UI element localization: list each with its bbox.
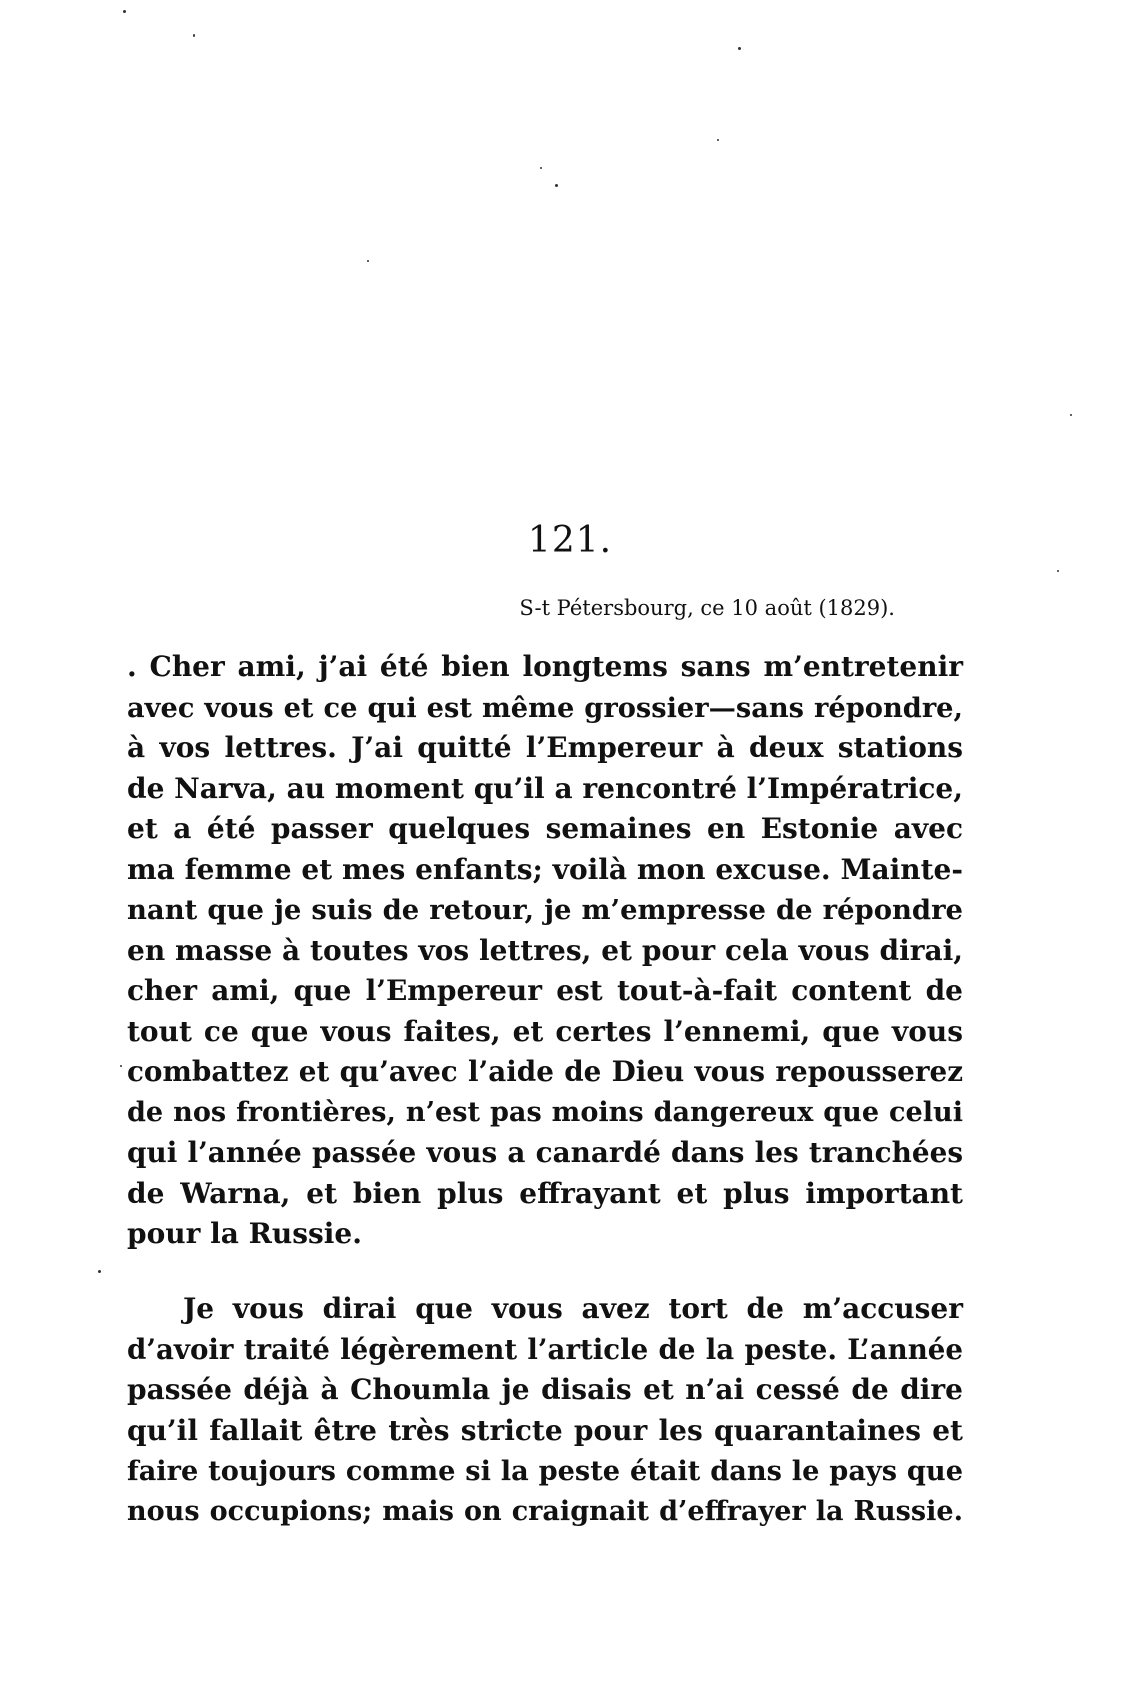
text-line: Je vous dirai que vous avez tort de m’accuser — [183, 1292, 963, 1325]
print-speck — [738, 47, 741, 50]
text-line: avec vous et ce qui est même grossier—sans répondre, — [127, 691, 963, 724]
text-line: à vos lettres. J’ai quitté l’Empereur à deux stations — [127, 731, 963, 764]
paragraph-1 — [127, 647, 963, 1255]
text-line: qui l’année passée vous a canardé dans les tranchées — [127, 1136, 963, 1169]
letter-number: 121. — [527, 520, 613, 561]
text-line: en masse à toutes vos lettres, et pour cela vous dirai, — [127, 933, 963, 967]
text-line: pour la Russie. — [127, 1217, 362, 1250]
text-line: faire toujours comme si la peste était dans le pays que — [127, 1455, 963, 1487]
text-line: et a été passer quelques semaines en Estonie avec — [127, 812, 963, 845]
text-line: de nos frontières, n’est pas moins dangereux que celui — [127, 1096, 963, 1128]
paragraph-2 — [127, 1289, 963, 1532]
text-line: combattez et qu’avec l’aide de Dieu vous repousserez — [127, 1055, 963, 1088]
print-speck — [193, 34, 195, 37]
text-line: nous occupions; mais on craignait d’effrayer la Russie. — [127, 1495, 963, 1527]
text-line: ma femme et mes enfants; voilà mon excuse. Mainte- — [127, 852, 963, 886]
text-line: cher ami, que l’Empereur est tout-à-fait content de — [127, 974, 963, 1007]
text-line: qu’il fallait être très stricte pour les quarantaines et — [127, 1413, 963, 1447]
print-speck — [717, 139, 719, 141]
print-speck — [1057, 570, 1059, 572]
print-speck — [540, 167, 542, 169]
text-line: passée déjà à Choumla je disais et n’ai cessé de dire — [127, 1373, 963, 1406]
text-line: de Warna, et bien plus effrayant et plus important — [127, 1176, 963, 1210]
dateline: S-t Pétersbourg, ce 10 août (1829). — [519, 596, 895, 620]
text-line: tout ce que vous faites, et certes l’ennemi, que vous — [127, 1014, 963, 1048]
text-line: . Cher ami, j’ai été bien longtems sans m’entretenir — [127, 650, 963, 683]
text-line: nant que je suis de retour, je m’empresse de répondre — [127, 894, 963, 926]
print-speck — [1070, 414, 1072, 416]
print-speck — [120, 1065, 122, 1067]
print-speck — [123, 10, 126, 13]
print-speck — [367, 260, 369, 262]
text-line: de Narva, au moment qu’il a rencontré l’Impératrice, — [127, 771, 963, 805]
print-speck — [98, 1270, 101, 1273]
print-speck — [555, 184, 558, 187]
text-line: d’avoir traité légèrement l’article de la peste. L’année — [127, 1332, 963, 1366]
